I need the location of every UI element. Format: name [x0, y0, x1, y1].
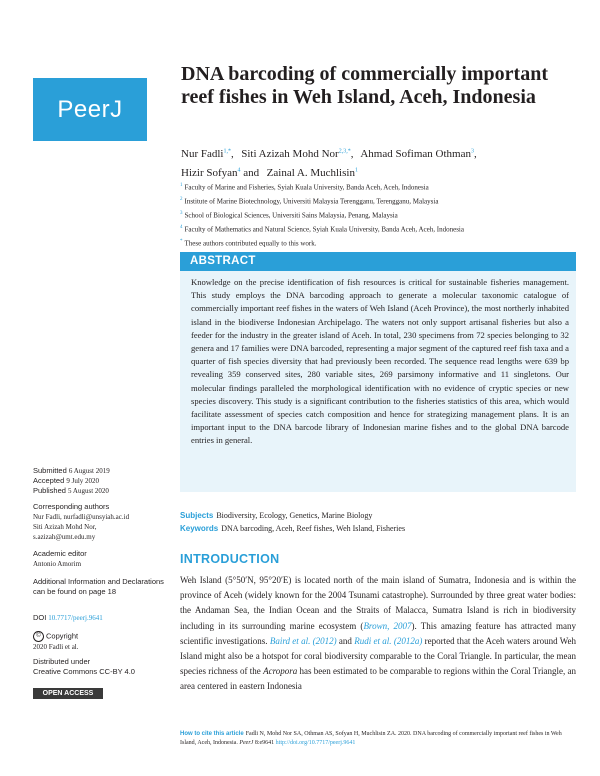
citation-link[interactable]: Baird et al. (2012)	[269, 635, 337, 646]
article-doi-link[interactable]: http://doi.org/10.7717/peerj.9641	[275, 739, 356, 746]
affiliation: $^2$ Institute of Marine Biotechnology, Universiti Malaysia Terengganu, Terengganu, Malaysia	[180, 196, 439, 206]
peerj-logo: PeerJ	[33, 78, 147, 141]
author: Zainal A. Muchlisin$^1$	[266, 167, 358, 180]
copyright-icon: ©	[33, 631, 44, 642]
author: Siti Azizah Mohd Nor$^{2,3,*}$,	[241, 147, 354, 160]
citation-footer: How to cite this article Fadli N, Mohd Nor SA, Othman AS, Sofyan H, Muchlisin ZA. 2020. DNA barcoding of commercially important reef fishes in Weh Island, Aceh, Indonesia. PeerJ 8:e9641 http://doi.org/10.7717/peerj.9641	[180, 731, 562, 746]
article-dates	[33, 466, 173, 496]
abstract-heading: ABSTRACT	[180, 252, 576, 271]
author: Ahmad Sofiman Othman$^3$,	[360, 147, 477, 160]
published-date: Published 5 August 2020	[33, 486, 109, 495]
corresponding-authors: Corresponding authors Nur Fadli, nurfadli@unsyiah.ac.id Siti Azizah Mohd Nor, s.azizah@umt.edu.my	[33, 502, 130, 541]
author: Hizir Sofyan$^4$ and	[181, 167, 260, 180]
affiliation-list	[180, 180, 580, 250]
subjects-keywords	[180, 509, 580, 535]
doi-link[interactable]: 10.7717/peerj.9641	[48, 614, 103, 622]
keywords-line: Keywords DNA barcoding, Aceh, Reef fishes, Weh Island, Fisheries	[180, 524, 406, 533]
article-title: DNA barcoding of commercially important reef fishes in Weh Island, Aceh, Indonesia	[181, 63, 549, 108]
additional-information: Additional Information and Declarations can be found on page 18	[33, 577, 164, 596]
open-access-badge: OPEN ACCESS	[33, 688, 103, 699]
submitted-date: Submitted 6 August 2019	[33, 466, 110, 475]
accepted-date: Accepted 9 July 2020	[33, 476, 100, 485]
introduction-heading: INTRODUCTION	[180, 552, 280, 566]
affiliation: * These authors contributed equally to this work.	[180, 238, 317, 248]
affiliation: $^4$ Faculty of Mathematics and Natural Science, Syiah Kuala University, Banda Aceh, Aceh, Indonesia	[180, 224, 464, 234]
citation-link[interactable]: Brown, 2007	[363, 620, 412, 631]
affiliation: $^1$ Faculty of Marine and Fisheries, Syiah Kuala University, Banda Aceh, Aceh, Indonesia	[180, 183, 429, 192]
subjects-line: Subjects Biodiversity, Ecology, Genetics, Marine Biology	[180, 511, 373, 520]
abstract-text: Knowledge on the precise identification of fish resources is critical for sustainable fisheries management. This study employs the DNA barcoding approach to generate a molecular taxonomic catalogue of commercially important reef fishes in the waters of Weh Island (Aceh Province), the most northerly inhabited island in the biodiverse Indonesian Archipelago. The waters not only support artisanal fisheries but also a feeder for the industry in the greater island of Aceh. In total, 230 specimens from 72 species belonging to 32 genera and 17 families were DNA barcoded, representing a major segment of the captured reef fish taxa and a quarter of fish species diversity that had previously been recorded. The sequence read lengths were 639 bp revealing 359 conserved sites, 280 variable sites, 269 parsimony informative and 11 singletons. Our molecular findings paralleled the morphological identification with no evidence of cryptic species or new species discovery. This study is a significant contribution to the fisheries statistics of this area, which would facilitate assessment of species catch composition and hence for strategizing management plans. It is an important input to the DNA barcode library of Indonesian marine fishes and to the global DNA barcode entries in general.	[191, 277, 569, 446]
academic-editor: Academic editor Antonio Amorim	[33, 549, 87, 568]
doi: DOI 10.7717/peerj.9641	[33, 613, 103, 622]
affiliation: $^3$ School of Biological Sciences, Universiti Sains Malaysia, Penang, Malaysia	[180, 210, 398, 220]
author-list	[181, 143, 581, 182]
author: Nur Fadli$^{1,*}$,	[181, 147, 234, 160]
license: Distributed under Creative Commons CC-BY 4.0	[33, 657, 173, 677]
citation-link[interactable]: Rudi et al. (2012a)	[354, 635, 423, 646]
license-link[interactable]: Creative Commons CC-BY 4.0	[33, 667, 135, 676]
introduction-text: Weh Island (5°50′N, 95°20′E) is located north of the main island of Sumatra, Indonesia and is within the province of Aceh (widely known for the 2004 Tsunami catastrophe). Surrounded by three great water bodies: the Andaman Sea, the Indian Ocean and the Straits of Malacca, Sumatra Island is rich in biodiversity including in its surrounding marine ecosystem (Brown, 2007). This amazing feature has attracted many scientific investigations. Baird et al. (2012) and Rudi et al. (2012a) reported that the Aceh waters around Weh Island might also be a hotspot for coral biodiversity comparable to the Coral Triangle. In particular, the mean species richness of the Acropora has been estimated to be comparable to regions within the Coral Triangle, an area centered in eastern Indonesia	[180, 575, 576, 692]
copyright: © Copyright 2020 Fadli et al.	[33, 631, 79, 651]
